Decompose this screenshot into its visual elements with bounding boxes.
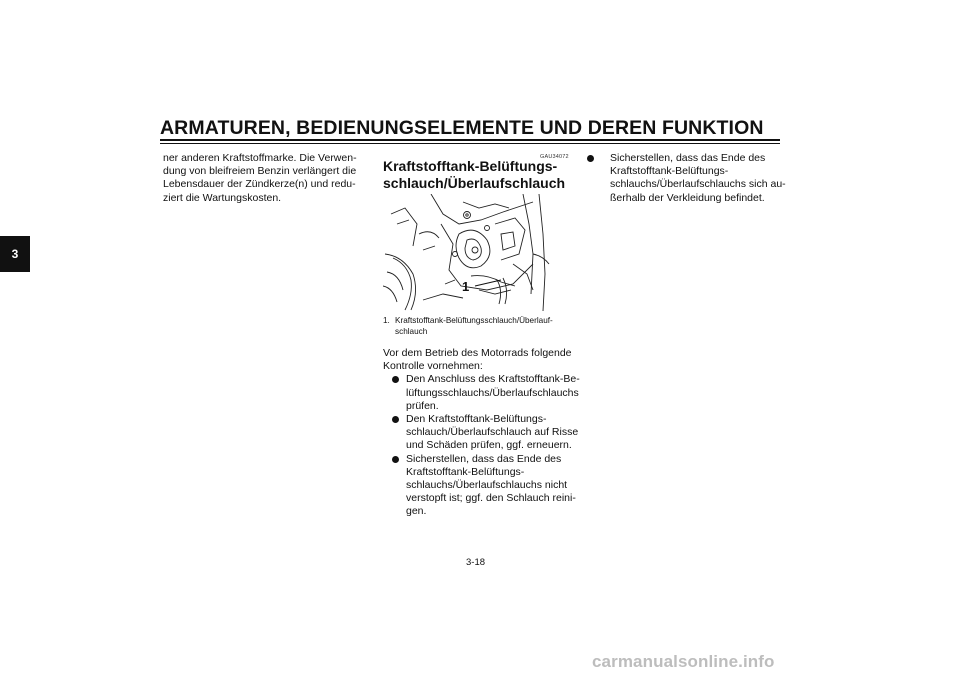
list-item (383, 413, 583, 453)
text-line: ßerhalb der Verkleidung befindet. (610, 191, 765, 204)
text-line: verstopft ist; ggf. den Schlauch reini- (406, 492, 576, 505)
bullet-icon (392, 456, 399, 463)
list-item (586, 152, 786, 205)
text-line: Den Anschluss des Kraftstofftank-Be- (406, 373, 580, 386)
text-line: schlauchs/Überlaufschlauchs sich au- (610, 178, 786, 191)
text-line: Kraftstofftank-Belüftungs- (406, 465, 525, 478)
text-line: dung von bleifreiem Benzin verlängert die (163, 165, 357, 178)
list-item (383, 453, 583, 519)
text-line: Vor dem Betrieb des Motorrads folgende (383, 347, 572, 359)
bullet-icon (587, 155, 594, 162)
column-1-text (163, 152, 363, 205)
list-item (383, 373, 583, 413)
watermark: carmanualsonline.info (592, 652, 775, 671)
column-2-text (383, 347, 583, 519)
figure-drawing (383, 194, 553, 311)
page-number: 3-18 (466, 557, 486, 568)
check-list (586, 152, 786, 205)
caption-line: schlauch (395, 326, 428, 336)
text-line: Kraftstofftank-Belüftungs- (610, 165, 729, 178)
figure-caption (383, 316, 583, 337)
text-line: Kontrolle vornehmen: (383, 360, 483, 373)
section-title (383, 158, 583, 191)
text-line: Sicherstellen, dass das Ende des (406, 452, 562, 465)
check-list (383, 373, 583, 518)
caption-line: Kraftstofftank-Belüftungsschlauch/Überlauf- (395, 316, 553, 325)
bullet-icon (392, 416, 399, 423)
bullet-icon (392, 376, 399, 383)
column-3-text (586, 152, 786, 205)
page-title: ARMATUREN, BEDIENUNGSELEMENTE UND DEREN FUNKTION (160, 117, 764, 139)
section-code: GAU34072 (540, 154, 569, 160)
text-line: prüfen. (406, 399, 439, 412)
figure-fuel-tank-hose (383, 194, 553, 311)
text-line: schlauchs/Überlaufschlauchs nicht (406, 479, 568, 492)
text-line: ziert die Wartungskosten. (163, 191, 282, 204)
text-line: Lebensdauer der Zündkerze(n) und redu- (163, 178, 356, 191)
figure-callout-label: 1 (462, 279, 470, 294)
chapter-tab (0, 236, 30, 272)
chapter-number: 3 (11, 247, 19, 261)
text-line: Sicherstellen, dass das Ende des (610, 152, 766, 164)
header-rule-thin (160, 143, 780, 144)
text-line: und Schäden prüfen, ggf. erneuern. (406, 439, 572, 452)
text-line: ner anderen Kraftstoffmarke. Die Verwen- (163, 152, 357, 164)
section-title-line: Kraftstofftank-Belüftungs- (383, 158, 558, 174)
text-line: gen. (406, 505, 427, 518)
caption-number: 1. (383, 316, 390, 325)
text-line: schlauch/Überlaufschlauch auf Risse (406, 426, 579, 439)
section-title-line: schlauch/Überlaufschlauch (383, 174, 566, 191)
text-line: Den Kraftstofftank-Belüftungs- (406, 413, 547, 426)
text-line: lüftungsschlauchs/Überlaufschlauchs (406, 386, 579, 399)
header-rule-thick (160, 139, 780, 141)
